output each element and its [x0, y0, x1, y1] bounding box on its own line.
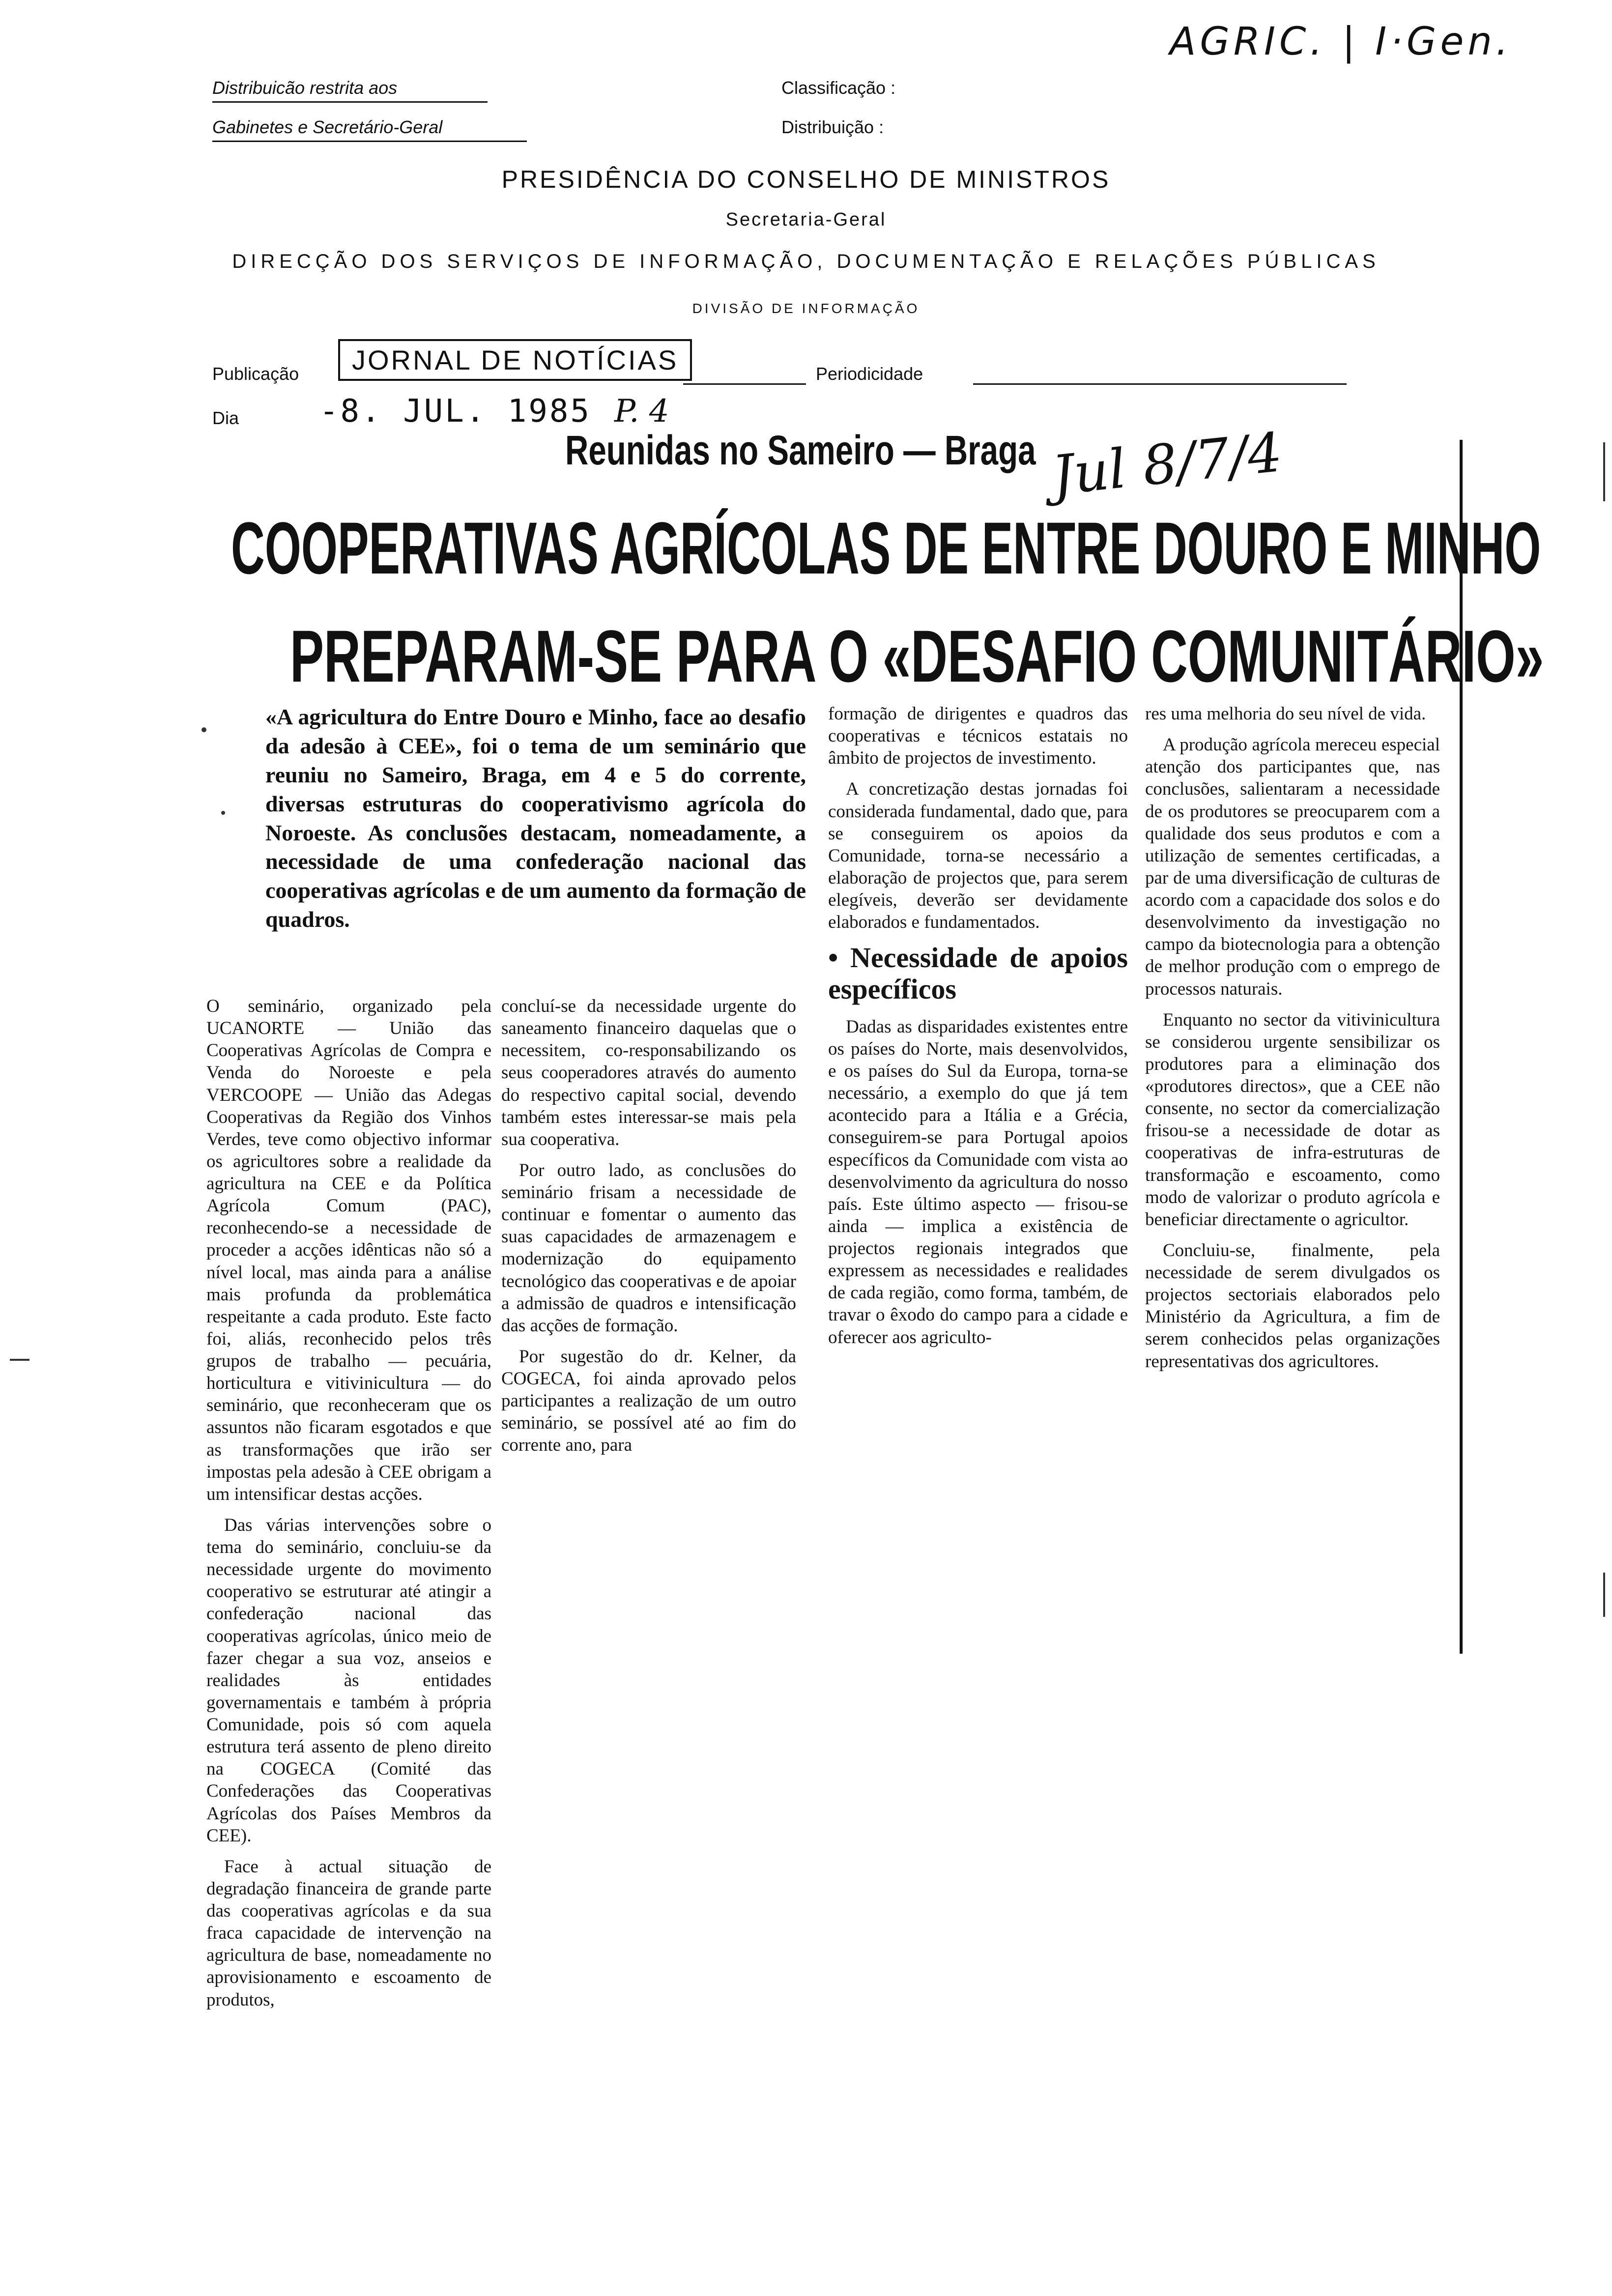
publication-label: Publicação [212, 364, 299, 384]
periodicity-underline [973, 383, 1347, 385]
col3-paragraph-3: Dadas as disparidades existentes entre os países do Norte, mais desenvolvidos, e os países do Sul da Europa, torna-se necessário, a exemplo do que já tem acontecido para a Itália e a Grécia, conseguirem-se para Portugal apoios específicos da Comunidade com vista ao desenvolvimento da agricultura do nosso país. Este último aspecto — frisou-se ainda — implica a existência de projectos regionais integrados que expressem as necessidades e realidades de cada região, como forma, também, de travar o êxodo do campo para a cidade e oferecer aos agriculto- [828, 1016, 1128, 1348]
handwritten-date: Jul 8/7/4 [1049, 420, 1285, 508]
handwritten-note: AGRIC. | I·Gen. [1170, 20, 1512, 64]
col1-paragraph-2: Das várias intervenções sobre o tema do seminário, concluiu-se da necessidade urgente do movimento cooperativo se estruturar até atingir a confederação nacional das cooperativas agrícolas, único meio de fazer chegar a sua voz, anseios e realidades às entidades governamentais e também à própria Comunidade, pois só com aquela estrutura terá assento de pleno direito na COGECA (Comité das Confederações das Cooperativas Agrícolas dos Países Membros da CEE). [206, 1515, 491, 1846]
scan-mark [1603, 1573, 1605, 1617]
article-lead: «A agricultura do Entre Douro e Minho, face ao desafio da adesão à CEE», foi o tema de um seminário que reuniu no Sameiro, Braga, em 4 e 5 do corrente, diversas estruturas do cooperativismo agrícola do Noroeste. As conclusões destacam, nomeadamente, a necessidade de uma confederação nacional das cooperativas agrícolas e de um aumento da formação de quadros. [265, 704, 806, 932]
col4-paragraph-1: res uma melhoria do seu nível de vida. [1145, 704, 1426, 724]
col3-paragraph-2: A concretização destas jornadas foi considerada fundamental, dado que, para se conseguirem os apoios da Comunidade, torna-se necessário a elaboração de projectos que, para serem elegíveis, deverão ser devidamente elaborados e fundamentados. [828, 779, 1128, 933]
org-title: PRESIDÊNCIA DO CONSELHO DE MINISTROS [501, 166, 1111, 193]
article-column-4 [1145, 703, 1440, 1381]
col3-paragraph-1: formação de dirigentes e quadros das cooperativas e técnicos estatais no âmbito de projectos de investimento. [828, 704, 1128, 769]
scan-mark [221, 811, 225, 815]
directorate-title: DIRECÇÃO DOS SERVIÇOS DE INFORMAÇÃO, DOCUMENTAÇÃO E RELAÇÕES PÚBLICAS [232, 251, 1380, 272]
distribution-restricted-line2: Gabinetes e Secretário-Geral [212, 117, 527, 142]
col2-paragraph-3: Por sugestão do dr. Kelner, da COGECA, foi ainda aprovado pelos participantes a realização de um outro seminário, se possível até ao fim do corrente ano, para [501, 1346, 796, 1456]
classification-label: Classificação : [781, 78, 896, 98]
page-mark: P. 4 [614, 393, 669, 430]
org-subtitle: Secretaria-Geral [725, 209, 887, 230]
col1-paragraph-3: Face à actual situação de degradação financeira de grande parte das cooperativas agrícolas e da sua fraca capacidade de intervenção na agricultura de base, nomeadamente no aprovisionamento e escoamento de produtos, [206, 1856, 491, 2010]
col2-paragraph-1: concluí-se da necessidade urgente do saneamento financeiro daquelas que o necessitem, co-responsabilizando os seus cooperadores através do aumento do respectivo capital social, devendo também estes interessar-se mais pela sua cooperativa. [501, 996, 796, 1149]
periodicity-label: Periodicidade [816, 364, 923, 384]
headline-line2: PREPARAM-SE PARA O «DESAFIO COMUNITÁRIO» [290, 615, 1544, 697]
col3-subhead: • Necessidade de apoios específicos [828, 942, 1128, 1005]
distribution-label: Distribuição : [781, 117, 884, 137]
article-column-1 [206, 995, 491, 2020]
scan-mark [10, 1359, 29, 1361]
col4-paragraph-3: Enquanto no sector da vitivinicultura se considerou urgente sensibilizar os produtores para a eliminação dos «produtores directos», que a CEE não consente, no sector da comercialização frisou-se a necessidade de dotar as cooperativas de infra-estruturas de transformação e escoamento, como modo de valorizar o produto agrícola e beneficiar directamente o agricultor. [1145, 1009, 1440, 1230]
article-column-2 [501, 995, 796, 1465]
date-stamp: -8. JUL. 1985 [319, 393, 591, 430]
division-title: DIVISÃO DE INFORMAÇÃO [692, 301, 920, 316]
scan-mark [202, 727, 206, 732]
col4-paragraph-4: Concluiu-se, finalmente, pela necessidade de serem divulgados os projectos sectoriais elaborados pelo Ministério da Agricultura, a fim de serem conhecidos pelas organizações representativas dos agricultores. [1145, 1240, 1440, 1372]
publication-underline [683, 383, 806, 385]
col1-paragraph-1: O seminário, organizado pela UCANORTE — União das Cooperativas Agrícolas de Compra e Venda do Noroeste e pela VERCOOPE — União das Adegas Cooperativas da Região dos Vinhos Verdes, teve como objectivo informar os agricultores sobre a realidade da agricultura na CEE e da Política Agrícola Comum (PAC), reconhecendo-se a necessidade de proceder a acções idênticas não só a nível local, mas ainda para a análise mais profunda da problemática respeitante a cada produto. Este facto foi, aliás, reconhecido pelos três grupos de trabalho — pecuária, horticultura e vitivinicultura — do seminário, que reconheceram que os assuntos não ficaram esgotados e que as transformações que irão ser impostas pela adesão à CEE obrigam a um intensificar destas acções. [206, 996, 491, 1504]
article-column-3 [828, 703, 1128, 1357]
col4-paragraph-2: A produção agrícola mereceu especial atenção dos participantes que, nas conclusões, salientaram a necessidade de os produtores se preocuparem com a qualidade dos seus produtos e com a utilização de sementes certificadas, a par de uma diversificação de culturas de acordo com a capacidade dos solos e do desenvolvimento da investigação no campo da biotecnologia para a obtenção de melhor produção com o emprego de processos naturais. [1145, 735, 1440, 999]
publication-name-box: JORNAL DE NOTÍCIAS [338, 339, 692, 381]
day-label: Dia [212, 408, 239, 428]
distribution-restricted-line1: Distribuicão restrita aos [212, 78, 488, 103]
headline-line1: COOPERATIVAS AGRÍCOLAS DE ENTRE DOURO E MINHO [231, 507, 1541, 589]
col2-paragraph-2: Por outro lado, as conclusões do seminário frisam a necessidade de continuar e fomentar o aumento das suas capacidades de armazenagem e modernização do equipamento tecnológico das cooperativas e de apoiar a admissão de quadros e intensificação das acções de formação. [501, 1160, 796, 1336]
article-kicker: Reunidas no Sameiro — Braga [565, 427, 1036, 473]
scan-mark [1603, 442, 1605, 501]
